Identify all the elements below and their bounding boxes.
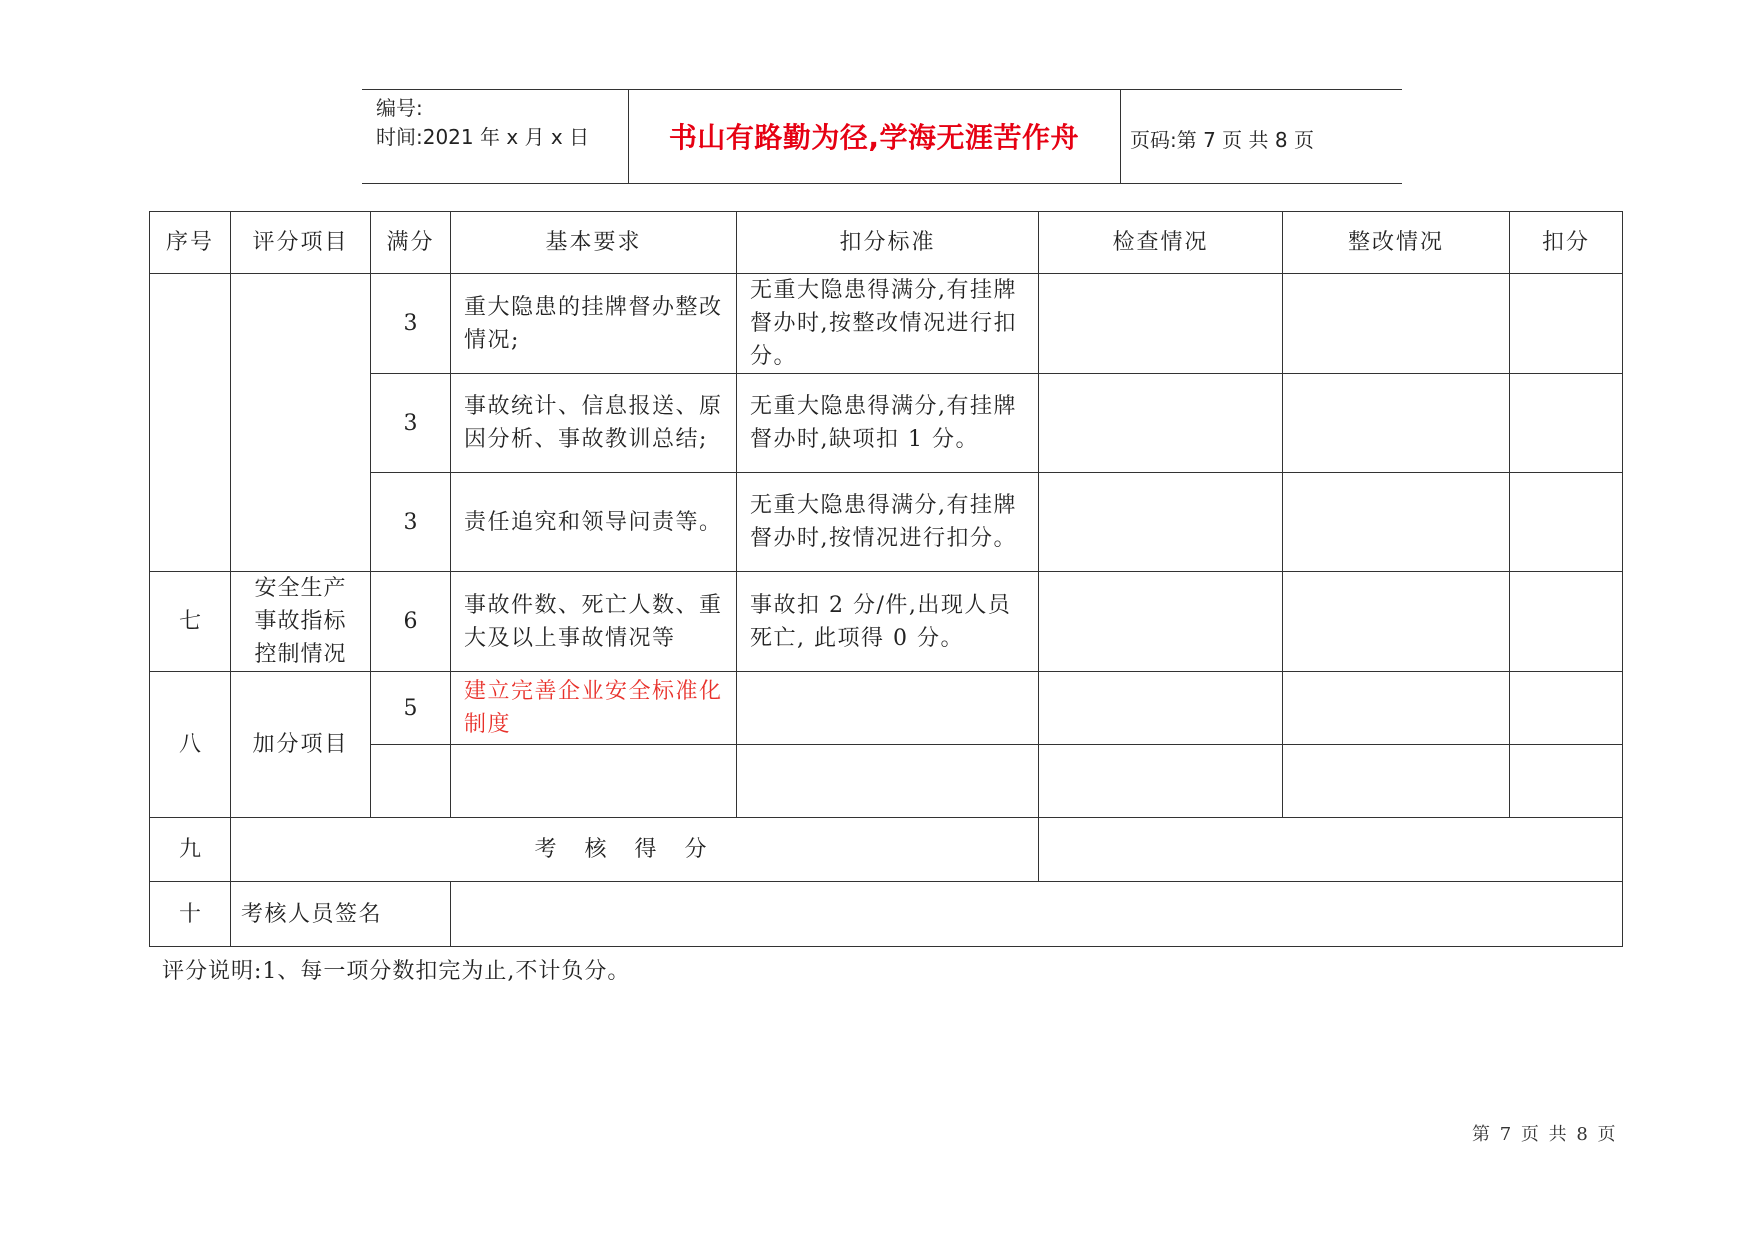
header-bottom-rule xyxy=(362,183,1402,184)
requirement-cell: 事故件数、死亡人数、重大及以上事故情况等 xyxy=(451,572,737,672)
total-score-value xyxy=(1039,818,1623,882)
col-header-item: 评分项目 xyxy=(231,212,371,274)
rectification-cell xyxy=(1283,374,1510,473)
signature-field xyxy=(451,882,1623,947)
requirement-cell: 建立完善企业安全标准化制度 xyxy=(451,672,737,745)
inspection-cell xyxy=(1039,274,1283,374)
col-header-seq: 序号 xyxy=(150,212,231,274)
rectification-cell xyxy=(1283,473,1510,572)
deduction-cell: 无重大隐患得满分,有挂牌督办时,按情况进行扣分。 xyxy=(737,473,1039,572)
deduction-cell: 无重大隐患得满分,有挂牌督办时,按整改情况进行扣分。 xyxy=(737,274,1039,374)
document-number-label: 编号: xyxy=(376,96,423,120)
item-cell xyxy=(231,274,371,572)
deduction-cell xyxy=(737,745,1039,818)
item-cell: 加分项目 xyxy=(231,672,371,818)
header-top-rule xyxy=(362,89,1402,90)
deduction-cell: 事故扣 2 分/件,出现人员死亡, 此项得 0 分。 xyxy=(737,572,1039,672)
scoring-table xyxy=(149,211,1623,947)
signature-label: 考核人员签名 xyxy=(231,882,451,947)
table-row xyxy=(150,745,1623,818)
score-cell: 5 xyxy=(371,672,451,745)
page-footer: 第 7 页 共 8 页 xyxy=(1472,1124,1618,1145)
requirement-cell: 事故统计、信息报送、原因分析、事故教训总结; xyxy=(451,374,737,473)
header-page-number: 页码:第 7 页 共 8 页 xyxy=(1130,128,1314,152)
table-row xyxy=(150,672,1623,745)
header-divider xyxy=(1120,89,1121,183)
signature-row xyxy=(150,882,1623,947)
deducted-cell xyxy=(1510,274,1623,374)
table-header-row xyxy=(150,212,1623,274)
score-cell: 3 xyxy=(371,473,451,572)
seq-cell: 十 xyxy=(150,882,231,947)
col-header-deducted: 扣分 xyxy=(1510,212,1623,274)
seq-cell: 八 xyxy=(150,672,231,818)
scoring-note: 评分说明:1、每一项分数扣完为止,不计负分。 xyxy=(162,959,631,984)
deducted-cell xyxy=(1510,572,1623,672)
inspection-cell xyxy=(1039,745,1283,818)
score-cell: 3 xyxy=(371,274,451,374)
total-score-label: 考核得分 xyxy=(231,818,1039,882)
seq-cell: 七 xyxy=(150,572,231,672)
item-cell: 安全生产事故指标控制情况 xyxy=(231,572,371,672)
rectification-cell xyxy=(1283,672,1510,745)
deduction-cell: 无重大隐患得满分,有挂牌督办时,缺项扣 1 分。 xyxy=(737,374,1039,473)
score-cell: 3 xyxy=(371,374,451,473)
table-row xyxy=(150,374,1623,473)
inspection-cell xyxy=(1039,672,1283,745)
rectification-cell xyxy=(1283,274,1510,374)
table-row xyxy=(150,572,1623,672)
rectification-cell xyxy=(1283,572,1510,672)
requirement-cell: 重大隐患的挂牌督办整改情况; xyxy=(451,274,737,374)
table-row xyxy=(150,274,1623,374)
rectification-cell xyxy=(1283,745,1510,818)
header-motto: 书山有路勤为径,学海无涯苦作舟 xyxy=(668,121,1080,154)
deducted-cell xyxy=(1510,473,1623,572)
score-cell: 6 xyxy=(371,572,451,672)
seq-cell: 九 xyxy=(150,818,231,882)
inspection-cell xyxy=(1039,473,1283,572)
col-header-inspection: 检查情况 xyxy=(1039,212,1283,274)
deduction-cell xyxy=(737,672,1039,745)
inspection-cell xyxy=(1039,374,1283,473)
col-header-rectification: 整改情况 xyxy=(1283,212,1510,274)
deducted-cell xyxy=(1510,745,1623,818)
col-header-full-score: 满分 xyxy=(371,212,451,274)
score-cell xyxy=(371,745,451,818)
table-row xyxy=(150,473,1623,572)
requirement-cell: 责任追究和领导问责等。 xyxy=(451,473,737,572)
total-score-row xyxy=(150,818,1623,882)
inspection-cell xyxy=(1039,572,1283,672)
deducted-cell xyxy=(1510,374,1623,473)
col-header-requirement: 基本要求 xyxy=(451,212,737,274)
deducted-cell xyxy=(1510,672,1623,745)
document-date: 时间:2021 年 x 月 x 日 xyxy=(376,125,590,149)
seq-cell xyxy=(150,274,231,572)
requirement-cell xyxy=(451,745,737,818)
col-header-deduction-standard: 扣分标准 xyxy=(737,212,1039,274)
